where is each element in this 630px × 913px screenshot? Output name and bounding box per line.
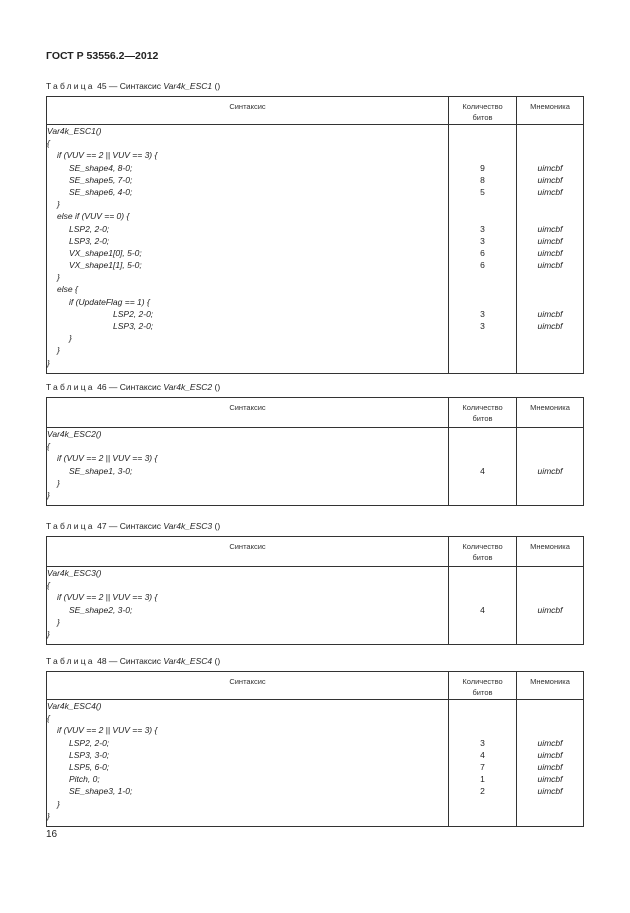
bits-cell (449, 428, 516, 440)
mnemonic-cell (517, 591, 583, 603)
header-syntax: Синтаксис (47, 97, 449, 125)
header-mnemonic: Мнемоника (517, 672, 584, 700)
bits-cell (449, 344, 516, 356)
header-bits (449, 672, 517, 700)
table-caption (46, 382, 220, 392)
caption-prefix: Таблица (46, 656, 95, 666)
code-line: } (57, 616, 60, 627)
code-line: SE_shape3, 1-0; (69, 786, 133, 797)
bits-column (449, 428, 517, 506)
bits-cell: 4 (480, 465, 485, 476)
caption-prefix: Таблица (46, 81, 95, 91)
bits-cell (449, 452, 516, 464)
code-line: VX_shape1[0], 5-0; (69, 247, 142, 258)
mnemonic-cell: uimcbf (537, 786, 563, 797)
code-line: LSP3, 2-0; (69, 235, 110, 246)
syntax-table (46, 397, 584, 506)
bits-cell: 6 (480, 247, 485, 258)
mnemonic-cell (517, 616, 583, 628)
bits-cell: 6 (480, 260, 485, 271)
syntax-table (46, 671, 584, 827)
mnemonic-cell: uimcbf (537, 162, 563, 173)
header-bits (449, 537, 517, 567)
header-syntax: Синтаксис (47, 398, 449, 428)
code-line: if (VUV == 2 || VUV == 3) { (57, 725, 158, 736)
mnemonic-cell: uimcbf (537, 247, 563, 258)
caption-tail: () (212, 521, 221, 531)
bits-column (449, 125, 517, 374)
mnemonic-column (517, 700, 584, 827)
syntax-column (47, 567, 449, 645)
bits-cell (449, 477, 516, 489)
bits-cell (449, 798, 516, 810)
code-line: Var4k_ESC2() (47, 429, 102, 439)
bits-cell (449, 296, 516, 308)
bits-cell (449, 357, 516, 369)
mnemonic-cell (517, 271, 583, 283)
bits-cell: 2 (480, 786, 485, 797)
mnemonic-cell (517, 452, 583, 464)
code-line: LSP5, 6-0; (69, 761, 110, 772)
mnemonic-cell (517, 712, 583, 724)
mnemonic-cell: uimcbf (537, 186, 563, 197)
header-bits-line1: Количество (462, 542, 503, 551)
mnemonic-cell (517, 149, 583, 161)
syntax-column (47, 428, 449, 506)
mnemonic-cell (517, 810, 583, 822)
mnemonic-cell: uimcbf (537, 174, 563, 185)
caption-text: 48 — Синтаксис (94, 656, 164, 666)
mnemonic-cell (517, 137, 583, 149)
bits-cell: 3 (480, 308, 485, 319)
caption-function-name: Var4k_ESC2 (163, 382, 213, 392)
mnemonic-cell (517, 724, 583, 736)
bits-cell: 3 (480, 737, 485, 748)
code-line: LSP3, 2-0; (113, 321, 154, 331)
mnemonic-column (517, 428, 584, 506)
header-bits-line1: Количество (462, 677, 503, 686)
bits-cell (449, 149, 516, 161)
bits-cell (449, 591, 516, 603)
bits-cell: 8 (480, 174, 485, 185)
bits-cell: 3 (480, 223, 485, 234)
mnemonic-cell: uimcbf (537, 737, 563, 748)
caption-function-name: Var4k_ESC1 (163, 81, 213, 91)
code-line: Var4k_ESC1() (47, 126, 102, 136)
page-number: 16 (46, 829, 58, 840)
mnemonic-column (517, 567, 584, 645)
mnemonic-cell (517, 198, 583, 210)
header-syntax: Синтаксис (47, 672, 449, 700)
mnemonic-cell (517, 567, 583, 579)
code-line: } (47, 810, 50, 821)
bits-cell (449, 283, 516, 295)
mnemonic-column (517, 125, 584, 374)
code-line: } (47, 628, 50, 639)
bits-cell (449, 616, 516, 628)
bits-cell: 3 (480, 235, 485, 246)
code-line: LSP2, 2-0; (69, 737, 110, 748)
header-bits-line2: битов (472, 113, 493, 122)
bits-cell (449, 712, 516, 724)
mnemonic-cell (517, 489, 583, 501)
mnemonic-cell (517, 428, 583, 440)
bits-cell: 7 (480, 761, 485, 772)
mnemonic-cell: uimcbf (537, 308, 563, 319)
mnemonic-cell (517, 700, 583, 712)
code-line: if (VUV == 2 || VUV == 3) { (57, 592, 158, 603)
bits-cell: 9 (480, 162, 485, 173)
bits-cell (449, 579, 516, 591)
code-line: { (47, 713, 50, 724)
caption-text: 45 — Синтаксис (94, 81, 164, 91)
header-bits (449, 97, 517, 125)
bits-cell (449, 724, 516, 736)
caption-text: 46 — Синтаксис (94, 382, 164, 392)
code-line: if (VUV == 2 || VUV == 3) { (57, 150, 158, 161)
code-line: } (57, 199, 60, 210)
header-bits-line2: битов (472, 688, 493, 697)
bits-cell: 5 (480, 186, 485, 197)
code-line: LSP3, 3-0; (69, 749, 110, 760)
code-line: Var4k_ESC4() (47, 701, 102, 711)
mnemonic-cell (517, 579, 583, 591)
code-line: LSP2, 2-0; (69, 223, 110, 234)
code-line: { (47, 138, 50, 149)
code-line: SE_shape4, 8-0; (69, 162, 133, 173)
bits-cell: 4 (480, 749, 485, 760)
document-header: ГОСТ Р 53556.2—2012 (46, 50, 159, 62)
caption-tail: () (212, 382, 221, 392)
code-line: Var4k_ESC3() (47, 568, 102, 578)
bits-cell (449, 810, 516, 822)
mnemonic-cell: uimcbf (537, 604, 563, 615)
caption-tail: () (212, 81, 221, 91)
code-line: } (69, 333, 72, 344)
bits-cell (449, 210, 516, 222)
mnemonic-cell (517, 283, 583, 295)
code-line: VX_shape1[1], 5-0; (69, 260, 142, 271)
code-line: if (VUV == 2 || VUV == 3) { (57, 453, 158, 464)
header-bits-line2: битов (472, 414, 493, 423)
mnemonic-cell (517, 798, 583, 810)
mnemonic-cell (517, 628, 583, 640)
code-line: else if (VUV == 0) { (57, 211, 130, 222)
table-caption (46, 521, 220, 531)
code-line: } (57, 798, 60, 809)
bits-column (449, 700, 517, 827)
header-mnemonic: Мнемоника (517, 97, 584, 125)
header-syntax: Синтаксис (47, 537, 449, 567)
code-line: LSP2, 2-0; (113, 308, 154, 319)
mnemonic-cell (517, 210, 583, 222)
syntax-table (46, 96, 584, 374)
mnemonic-cell: uimcbf (537, 749, 563, 760)
bits-cell (449, 271, 516, 283)
header-mnemonic: Мнемоника (517, 398, 584, 428)
mnemonic-cell: uimcbf (537, 223, 563, 234)
mnemonic-cell: uimcbf (537, 774, 563, 785)
mnemonic-cell (517, 296, 583, 308)
mnemonic-cell (517, 357, 583, 369)
code-line: } (57, 345, 60, 356)
code-line: } (57, 477, 60, 488)
mnemonic-cell (517, 332, 583, 344)
bits-cell (449, 137, 516, 149)
syntax-table (46, 536, 584, 645)
header-bits-line2: битов (472, 553, 493, 562)
mnemonic-cell (517, 344, 583, 356)
header-mnemonic: Мнемоника (517, 537, 584, 567)
bits-cell (449, 628, 516, 640)
bits-cell (449, 125, 516, 137)
bits-cell (449, 198, 516, 210)
mnemonic-cell (517, 477, 583, 489)
mnemonic-cell: uimcbf (537, 260, 563, 271)
caption-tail: () (212, 656, 221, 666)
caption-text: 47 — Синтаксис (94, 521, 164, 531)
syntax-column (47, 700, 449, 827)
code-line: SE_shape5, 7-0; (69, 174, 133, 185)
code-line: SE_shape1, 3-0; (69, 465, 133, 476)
caption-prefix: Таблица (46, 521, 95, 531)
mnemonic-cell: uimcbf (537, 321, 563, 331)
code-line: SE_shape6, 4-0; (69, 186, 133, 197)
bits-cell: 3 (480, 321, 485, 331)
code-line: Pitch, 0; (69, 774, 100, 785)
code-line: } (57, 272, 60, 283)
caption-prefix: Таблица (46, 382, 95, 392)
caption-function-name: Var4k_ESC3 (163, 521, 213, 531)
mnemonic-cell: uimcbf (537, 761, 563, 772)
table-caption (46, 656, 220, 666)
mnemonic-cell (517, 125, 583, 137)
code-line: if (UpdateFlag == 1) { (69, 296, 150, 307)
bits-cell: 1 (480, 774, 485, 785)
bits-cell (449, 332, 516, 344)
code-line: SE_shape2, 3-0; (69, 604, 133, 615)
header-bits-line1: Количество (462, 102, 503, 111)
bits-column (449, 567, 517, 645)
header-bits (449, 398, 517, 428)
caption-function-name: Var4k_ESC4 (163, 656, 213, 666)
syntax-column (47, 125, 449, 374)
bits-cell (449, 567, 516, 579)
table-caption (46, 81, 220, 91)
code-line: } (47, 357, 50, 368)
header-bits-line1: Количество (462, 403, 503, 412)
bits-cell (449, 489, 516, 501)
bits-cell (449, 700, 516, 712)
mnemonic-cell: uimcbf (537, 235, 563, 246)
bits-cell: 4 (480, 604, 485, 615)
code-line: { (47, 441, 50, 452)
mnemonic-cell: uimcbf (537, 465, 563, 476)
code-line: } (47, 489, 50, 500)
code-line: else { (57, 284, 78, 295)
bits-cell (449, 440, 516, 452)
mnemonic-cell (517, 440, 583, 452)
code-line: { (47, 580, 50, 591)
